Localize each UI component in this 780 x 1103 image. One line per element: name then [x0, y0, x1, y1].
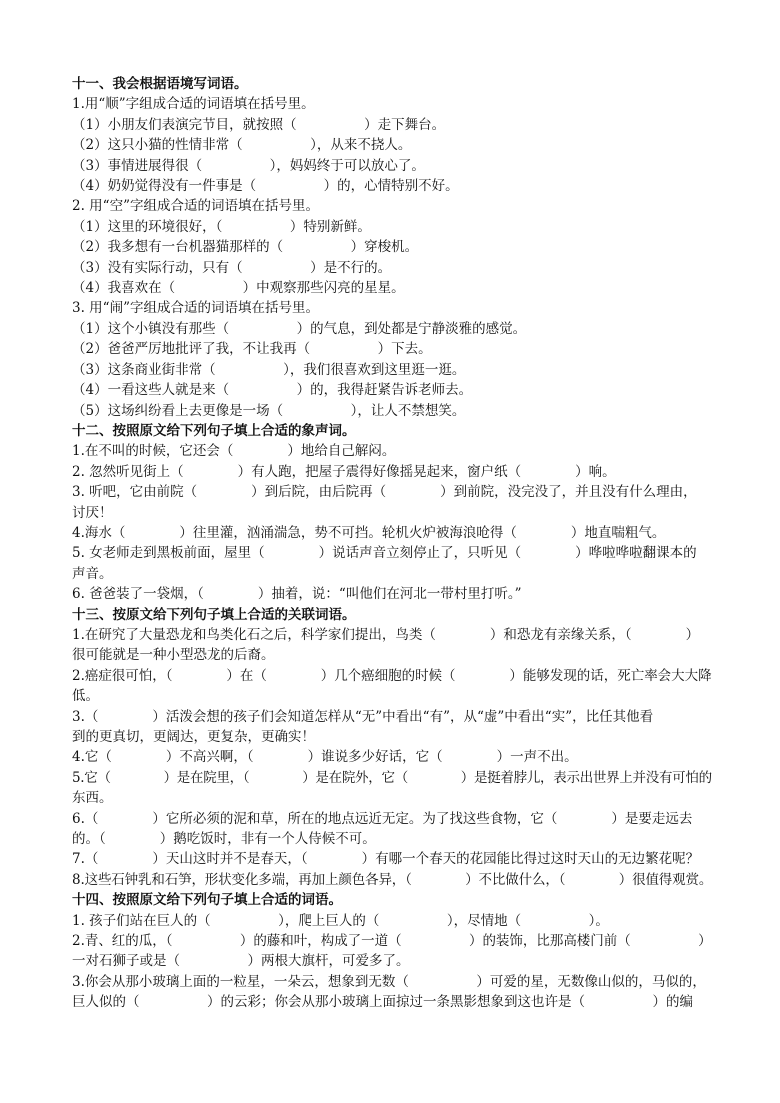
- text-line: 1.在不叫的时候，它还会（ ）地给自己解闷。: [72, 443, 396, 460]
- text-line: 声音。: [72, 565, 113, 582]
- worksheet-page: [72, 74, 712, 1013]
- text-line: （4）我喜欢在（ ）中观察那些闪亮的星星。: [72, 280, 405, 297]
- text-line: 6.（ ）它所必须的泥和草，所在的地点远近无定。为了找这些食物，它（ ）是要走远去: [72, 810, 693, 827]
- text-line: 东西。: [72, 790, 113, 807]
- section-heading: 十四、按照原文给下列句子填上合适的词语。: [72, 892, 342, 909]
- text-line: （3）没有实际行动，只有（ ）是不行的。: [72, 259, 392, 276]
- text-line: 4.海水（ ）往里灌，汹涌湍急，势不可挡。轮机火炉被海浪呛得（ ）地直喘粗气。: [72, 524, 666, 541]
- text-line: 2.青、红的瓜，（ ）的藤和叶，构成了一道（ ）的装饰，比那高楼门前（ ）: [72, 933, 712, 950]
- text-line: 的。（ ）鹅吃饭时，非有一个人侍候不可。: [72, 831, 376, 848]
- text-line: 2.癌症很可怕，（ ）在（ ）几个癌细胞的时候（ ）能够发现的话，死亡率会大大降: [72, 667, 712, 684]
- text-line: （1）这里的环境很好，（ ）特别新鲜。: [72, 218, 371, 235]
- text-line: 很可能就是一种小型恐龙的后裔。: [72, 647, 275, 664]
- text-line: （4）一看这些人就是来（ ）的，我得赶紧告诉老师去。: [72, 382, 473, 399]
- text-line: （5）这场纠纷看上去更像是一场（ ），让人不禁想笑。: [72, 402, 466, 419]
- text-line: 1.用“顺”字组成合适的词语填在括号里。: [72, 96, 315, 113]
- text-line: 巨人似的（ ）的云彩；你会从那小玻璃上面掠过一条黑影想象到这也许是（ ）的编: [72, 994, 693, 1011]
- text-line: 2. 用“空”字组成合适的词语填在括号里。: [72, 198, 319, 215]
- text-line: 4.它（ ）不高兴啊，（ ）谁说多少好话，它（ ）一声不出。: [72, 749, 578, 766]
- text-line: （4）奶奶觉得没有一件事是（ ）的，心情特别不好。: [72, 178, 459, 195]
- text-line: 7.（ ）天山这时并不是春天，（ ）有哪一个春天的花园能比得过这时天山的无边繁花呢？: [72, 851, 700, 868]
- section-heading: 十二、按照原文给下列句子填上合适的象声词。: [72, 422, 356, 439]
- section-heading: 十一、我会根据语境写词语。: [72, 76, 248, 92]
- text-line: 1. 孩子们站在巨人的（ ），爬上巨人的（ ），尽情地（ ）。: [72, 912, 609, 929]
- text-line: 到的更真切，更阔达，更复杂，更确实！: [72, 729, 315, 745]
- text-line: 1.在研究了大量恐龙和鸟类化石之后，科学家们提出，鸟类（ ）和恐龙有亲缘关系，（ ）: [72, 626, 700, 643]
- section-heading: 十三、按原文给下列句子填上合适的关联词语。: [72, 606, 356, 623]
- text-line: （1）小朋友们表演完节目，就按照（ ）走下舞台。: [72, 116, 446, 133]
- text-line: （2）爸爸严厉地批评了我，不让我再（ ）下去。: [72, 341, 432, 358]
- text-line: 8.这些石钟乳和石笋，形状变化多端，再加上颜色各异，（ ）不比做什么，（ ）很值得观赏。: [72, 871, 713, 888]
- text-line: 3. 用“闹”字组成合适的词语填在括号里。: [72, 300, 319, 317]
- text-line: （2）这只小猫的性情非常（ ），从来不挠人。: [72, 137, 412, 154]
- text-line: 低。: [72, 688, 99, 705]
- text-line: 6. 爸爸装了一袋烟，（ ）抽着，说：“叫他们在河北一带村里打听。”: [72, 586, 522, 603]
- text-line: 5. 女老师走到黑板前面，屋里（ ）说话声音立刻停止了，只听见（ ）哗啦哗啦翻课本的: [72, 545, 697, 562]
- text-line: 讨厌！: [72, 504, 113, 521]
- text-line: 5.它（ ）是在院里，（ ）是在院外，它（ ）是挺着脖儿，表示出世界上并没有可怕的: [72, 769, 712, 786]
- text-line: （3）事情进展得很（ ），妈妈终于可以放心了。: [72, 157, 425, 174]
- text-line: 3. 听吧，它由前院（ ）到后院，由后院再（ ）到前院，没完没了，并且没有什么理由，: [72, 484, 697, 501]
- text-line: 2. 忽然听见街上（ ）有人跑，把屋子震得好像摇晃起来，窗户纸（ ）响。: [72, 463, 616, 480]
- text-line: 3.你会从那小玻璃上面的一粒星，一朵云，想象到无数（ ）可爱的星，无数像山似的，马似的，: [72, 973, 706, 990]
- text-line: （1）这个小镇没有那些（ ）的气息，到处都是宁静淡雅的感觉。: [72, 320, 527, 337]
- text-line: 3.（ ）活泼会想的孩子们会知道怎样从“无”中看出“有”，从“虚”中看出“实”，比任其他看: [72, 708, 654, 725]
- text-line: 一对石狮子或是（ ）两根大旗杆，可爱多了。: [72, 953, 410, 970]
- text-line: （3）这条商业街非常（ ），我们很喜欢到这里逛一逛。: [72, 361, 466, 378]
- text-line: （2）我多想有一台机器猫那样的（ ）穿梭机。: [72, 239, 419, 256]
